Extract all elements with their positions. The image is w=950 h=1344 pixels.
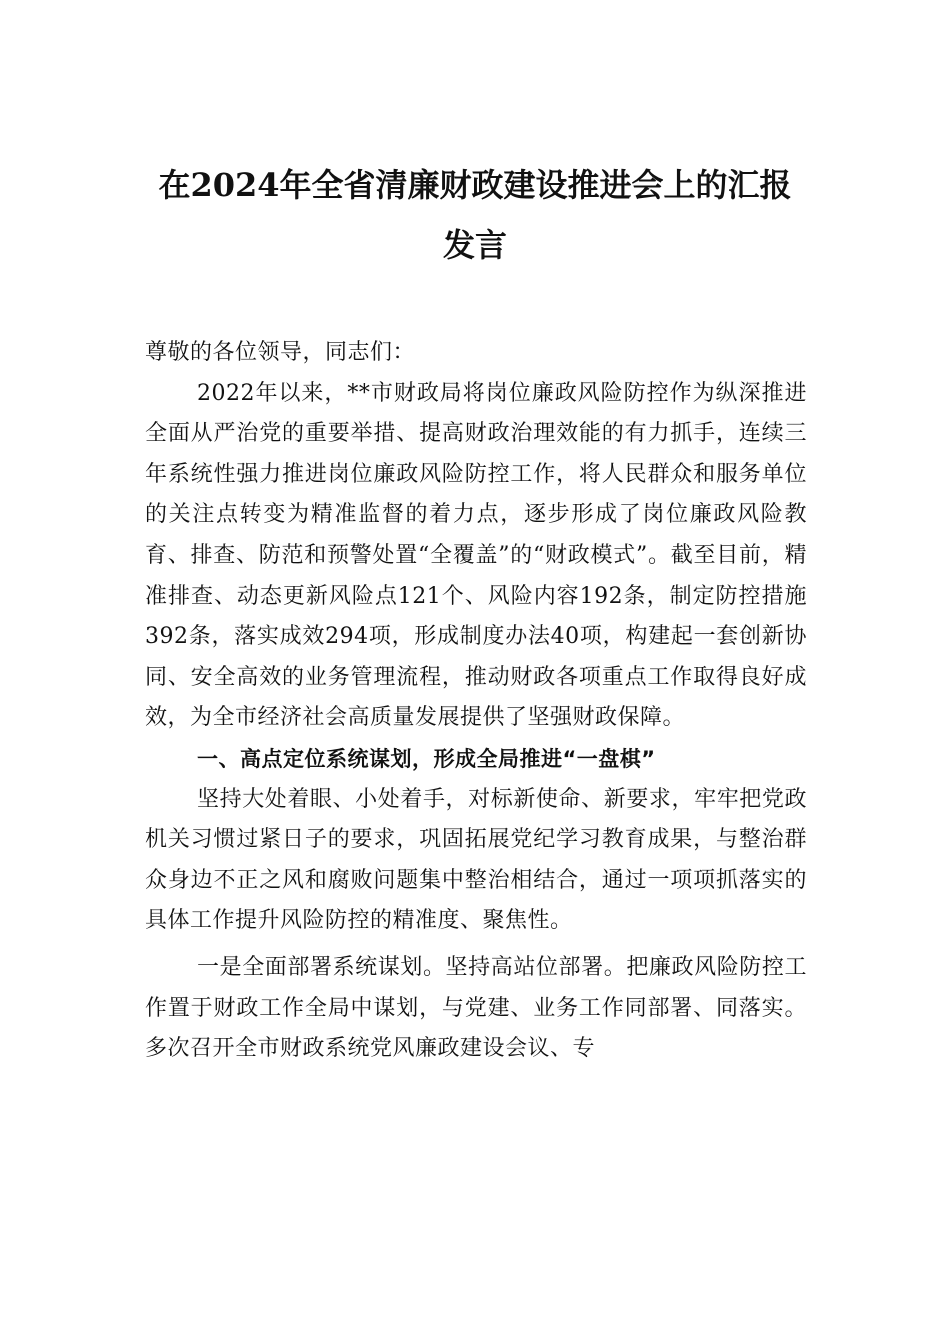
point-1-paragraph: 一是全面部署系统谋划。坚持高站位部署。把廉政风险防控工作置于财政工作全局中谋划，与党建、业务工作同部署、同落实。多次召开全市财政系统党风廉政建设会议、专: [145, 954, 807, 1062]
salutation: 尊敬的各位领导，同志们：: [145, 340, 416, 365]
document-title: 在2024年全省清廉财政建设推进会上的汇报发言: [158, 166, 792, 264]
section-1-paragraph: 坚持大处着眼、小处着手，对标新使命、新要求，牢牢把党政机关习惯过紧日子的要求，巩固拓展党纪学习教育成果，与整治群众身边不正之风和腐败问题集中整治相结合，通过一项项抓落实的具体工作提升风险防控的精准度、聚焦性。: [145, 786, 807, 934]
intro-paragraph: 2022年以来，**市财政局将岗位廉政风险防控作为纵深推进全面从严治党的重要举措、提高财政治理效能的有力抓手，连续三年系统性强力推进岗位廉政风险防控工作，将人民群众和服务单位的关注点转变为精准监督的着力点，逐步形成了岗位廉政风险教育、排查、防范和预警处置“全覆盖”的“财政模式”。截至目前，精准排查、动态更新风险点121个、风险内容192条，制定防控措施392条，落实成效294项，形成制度办法40项，构建起一套创新协同、安全高效的业务管理流程，推动财政各项重点工作取得良好成效，为全市经济社会高质量发展提供了坚强财政保障。: [145, 380, 807, 731]
document-body: [145, 333, 807, 1070]
section-heading-1: 一、高点定位系统谋划，形成全局推进“一盘棋”: [197, 746, 656, 771]
